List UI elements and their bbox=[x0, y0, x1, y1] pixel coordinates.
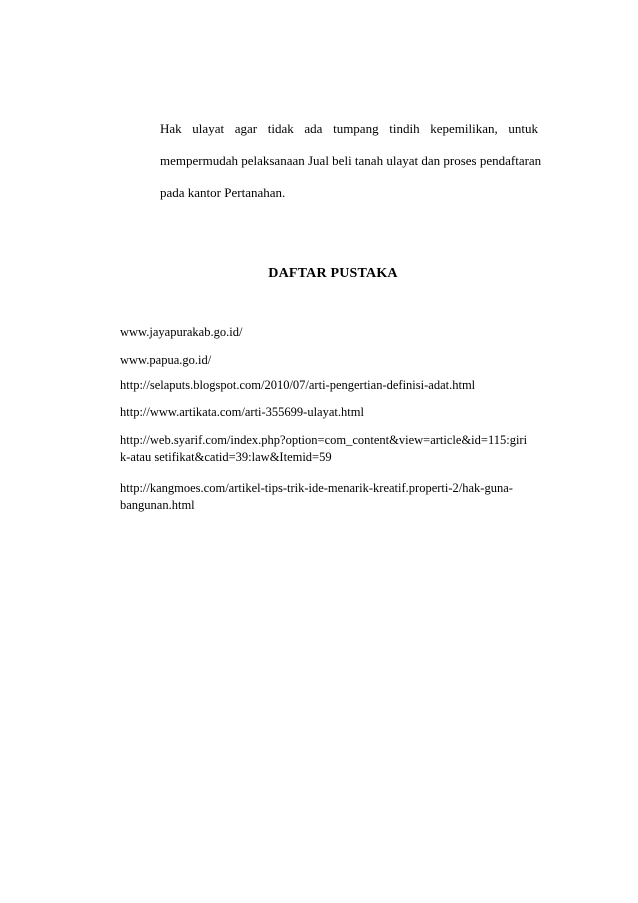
paragraph-line: Hak ulayat agar tidak ada tumpang tindih kepemilikan, untuk bbox=[160, 121, 538, 136]
reference-entry bbox=[120, 324, 538, 341]
section-heading bbox=[0, 266, 638, 282]
reference-line: www.jayapurakab.go.id/ bbox=[120, 325, 243, 339]
reference-line: http://kangmoes.com/artikel-tips-trik-ide-menarik-kreatif.properti-2/hak-guna- bbox=[120, 481, 513, 495]
reference-entry bbox=[120, 480, 538, 514]
reference-line: bangunan.html bbox=[120, 498, 195, 512]
paragraph-line: pada kantor Pertanahan. bbox=[160, 185, 286, 200]
reference-line: http://www.artikata.com/arti-355699-ulayat.html bbox=[120, 405, 364, 419]
paragraph-line: mempermudah pelaksanaan Jual beli tanah ulayat dan proses pendaftaran bbox=[160, 153, 542, 168]
reference-entry bbox=[120, 404, 538, 421]
reference-line: http://selaputs.blogspot.com/2010/07/arti-pengertian-definisi-adat.html bbox=[120, 378, 476, 392]
reference-entry bbox=[120, 432, 538, 466]
reference-entry bbox=[120, 352, 538, 369]
section-heading-text: DAFTAR PUSTAKA bbox=[268, 266, 398, 281]
reference-line: http://web.syarif.com/index.php?option=com_content&view=article&id=115:giri bbox=[120, 433, 528, 447]
reference-line: k-atau setifikat&catid=39:law&Itemid=59 bbox=[120, 450, 332, 464]
reference-line: www.papua.go.id/ bbox=[120, 353, 212, 367]
reference-entry bbox=[120, 377, 538, 394]
